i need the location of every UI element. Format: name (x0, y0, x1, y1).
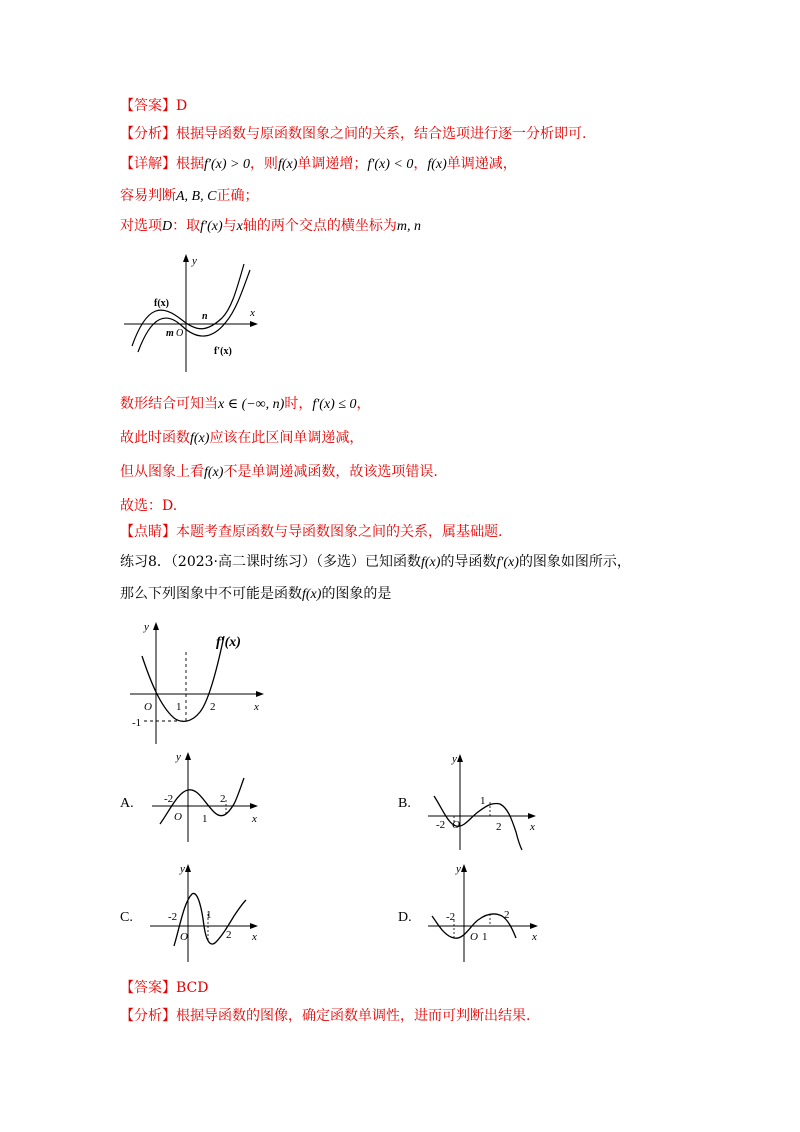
graph1-n-label: n (202, 311, 208, 322)
option-c-one: 1 (206, 909, 212, 921)
optd-mid: ：取 (172, 218, 201, 234)
thus-end: 应该在此区间单调递减， (209, 430, 364, 446)
exercise-end: 的图象如图所示， (518, 554, 631, 570)
but-line (120, 462, 438, 483)
option-d-label: D. (398, 910, 412, 925)
graph1-o-label: O (176, 328, 184, 339)
option-a-neg2: -2 (164, 793, 174, 805)
option-a-graph (148, 750, 264, 846)
option-b-neg2: -2 (436, 819, 446, 831)
option-c-x: x (252, 931, 257, 943)
optd-letter: D (162, 219, 173, 234)
exercise-line2-prefix: 那么下列图象中不可能是函数 (120, 586, 302, 602)
detail-prefix: 【详解】根据 (120, 156, 204, 172)
exercise-line1 (120, 552, 631, 573)
option-a-one: 1 (202, 813, 208, 825)
optd-mid2: 与 (222, 218, 237, 234)
combine-cond2: f′(x) ≤ 0 (312, 397, 357, 412)
exercise-fx: f(x) (421, 555, 441, 570)
exercise-mid: 的导函数 (440, 554, 497, 570)
exercise-line2 (120, 584, 391, 605)
graph1-fpx-label: f′(x) (214, 346, 232, 357)
optd-prefix: 对选项 (120, 218, 162, 234)
answer-line: 【答案】D (120, 98, 188, 114)
exercise-prefix: 练习8．（2023·高二课时练习）（多选）已知函数 (120, 554, 421, 570)
graph1-x-label: x (250, 307, 255, 319)
main-fp-label: f′(x) (216, 635, 241, 650)
option-d-y: y (456, 863, 461, 875)
option-b-x: x (530, 821, 535, 833)
easy-prefix: 容易判断 (120, 188, 176, 204)
optd-x: x (236, 219, 243, 234)
easy-opts: A, B, C (176, 189, 217, 204)
exercise-fpx: f′(x) (496, 555, 519, 570)
detail-line (120, 154, 517, 175)
option-b-graph (424, 752, 540, 852)
but-fx: f(x) (204, 465, 224, 480)
option-b-one: 1 (480, 795, 486, 807)
graph1-fx-label: f(x) (154, 298, 169, 309)
main-o-label: O (144, 701, 152, 713)
option-d-x: x (532, 931, 537, 943)
detail-end: 单调递减， (446, 156, 517, 172)
option-a-two: 2 (220, 793, 226, 805)
exercise-line2-fx: f(x) (302, 587, 322, 602)
detail-fx2: f(x) (427, 157, 447, 172)
main-x-label: x (254, 701, 259, 713)
analysis-line: 【分析】根据导函数与原函数图象之间的关系，结合选项进行逐一分析即可. (120, 126, 587, 142)
graph-derivative (130, 618, 270, 746)
detail-mid1: ，则 (249, 156, 278, 172)
exercise-answer: 【答案】BCD (120, 980, 209, 996)
detail-mid2: 单调递增； (297, 156, 368, 172)
option-a-o: O (174, 811, 182, 823)
option-b-two: 2 (496, 821, 502, 833)
thus-fx: f(x) (190, 431, 210, 446)
main-one-label: 1 (176, 701, 182, 713)
easy-line (120, 186, 258, 207)
option-c-neg2: -2 (168, 911, 178, 923)
comment-line: 【点睛】本题考查原函数与导函数图象之间的关系，属基础题. (120, 524, 503, 540)
easy-end: 正确； (216, 188, 259, 204)
detail-cond1: f′(x) > 0 (204, 157, 250, 172)
exercise-line2-end: 的图象的是 (321, 586, 392, 602)
option-d-o: O (470, 931, 478, 943)
option-c-o: O (180, 931, 188, 943)
option-c-graph (146, 862, 262, 964)
exercise-analysis: 【分析】根据导函数的图像，确定函数单调性，进而可判断出结果. (120, 1008, 531, 1024)
option-c-label: C. (120, 910, 133, 925)
combine-end: ， (356, 396, 371, 412)
combine-mid: 时， (284, 396, 313, 412)
main-neg1-label: -1 (132, 717, 142, 729)
option-a-label: A. (120, 796, 134, 811)
combine-prefix: 数形结合可知当 (120, 396, 218, 412)
option-d-neg2: -2 (446, 911, 456, 923)
optd-mn: m, n (396, 219, 421, 234)
combine-cond: x ∈ (−∞, n) (218, 397, 285, 412)
but-end: 不是单调递减函数，故该选项错误. (223, 464, 438, 480)
option-d-graph (424, 862, 544, 964)
but-prefix: 但从图象上看 (120, 464, 204, 480)
option-c-y: y (180, 863, 185, 875)
graph-fx-fpx (122, 252, 262, 374)
detail-mid3: ， (413, 156, 428, 172)
graph1-y-label: y (192, 255, 197, 267)
detail-fx1: f(x) (277, 157, 298, 172)
option-b-label: B. (398, 796, 411, 811)
main-two-label: 2 (210, 701, 216, 713)
option-a-y: y (176, 751, 181, 763)
thus-prefix: 故此时函数 (120, 430, 190, 446)
option-b-o: O (452, 819, 460, 831)
choose-line: 故选：D. (120, 498, 178, 514)
option-b-y: y (452, 753, 457, 765)
optd-line (120, 216, 421, 237)
optd-fp: f′(x) (200, 219, 223, 234)
option-a-x: x (252, 813, 257, 825)
option-d-one: 1 (482, 931, 488, 943)
option-c-two: 2 (226, 929, 232, 941)
graph1-m-label: m (166, 328, 174, 339)
option-d-two: 2 (504, 909, 510, 921)
detail-cond2: f′(x) < 0 (367, 157, 414, 172)
optd-end: 轴的两个交点的横坐标为 (242, 218, 397, 234)
main-y-label: y (144, 621, 149, 633)
thus-line (120, 428, 363, 449)
combine-line (120, 394, 371, 415)
